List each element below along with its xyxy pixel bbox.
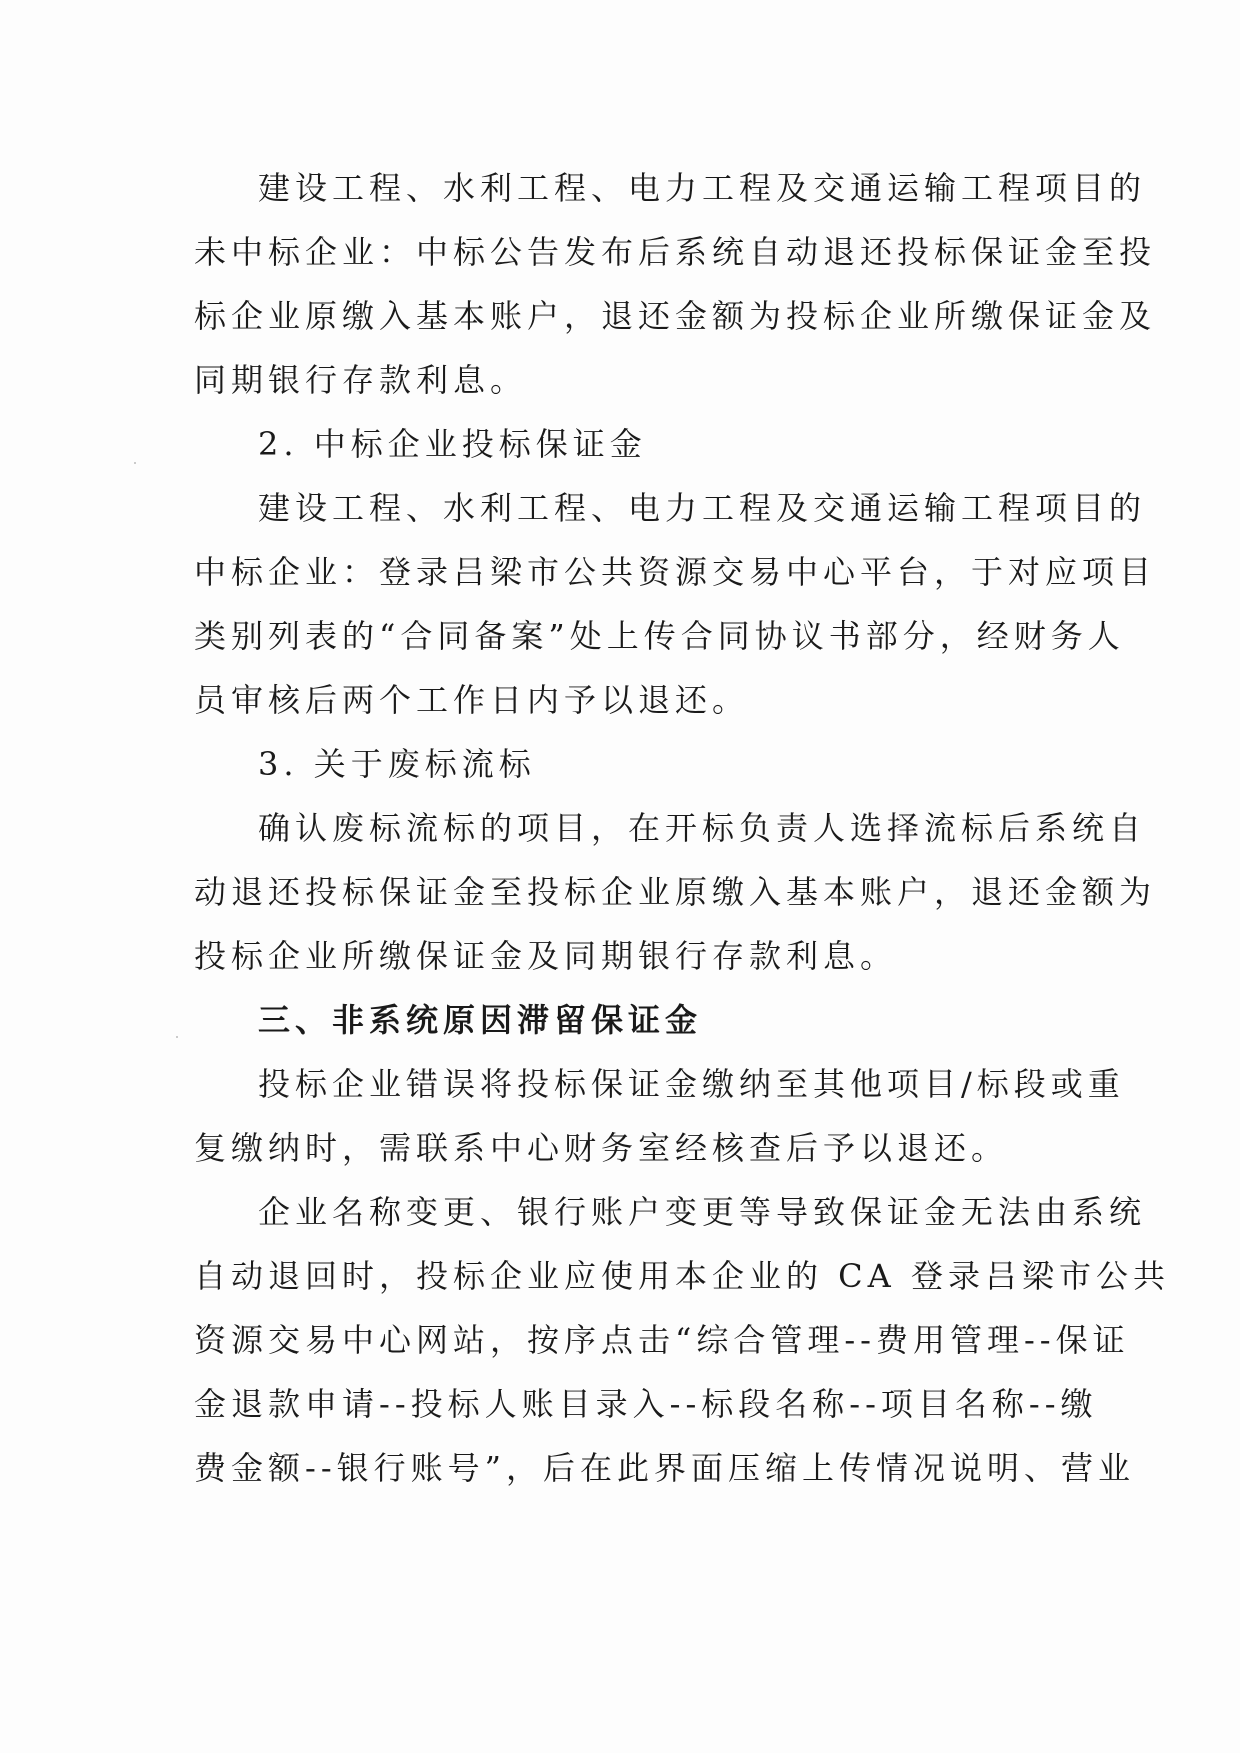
text-line: 动退还投标保证金至投标企业原缴入基本账户，退还金额为 [194, 873, 1157, 911]
scan-speck [134, 462, 136, 464]
text-line: 金退款申请--投标人账目录入--标段名称--项目名称--缴 [194, 1385, 1098, 1423]
document-body [194, 156, 1170, 1500]
section-heading: 三、非系统原因滞留保证金 [258, 1001, 703, 1039]
text-line: 费金额--银行账号”，后在此界面压缩上传情况说明、营业 [194, 1449, 1135, 1487]
subheading: 3. 关于废标流标 [258, 745, 536, 783]
text-line: 类别列表的“合同备案”处上传合同协议书部分，经财务人 [194, 617, 1125, 655]
scan-speck [176, 1036, 178, 1038]
text-line: 资源交易中心网站，按序点击“综合管理--费用管理--保证 [194, 1321, 1130, 1359]
text-line: 员审核后两个工作日内予以退还。 [194, 681, 750, 719]
text-line: 企业名称变更、银行账户变更等导致保证金无法由系统 [258, 1193, 1147, 1231]
text-line: 建设工程、水利工程、电力工程及交通运输工程项目的 [258, 169, 1147, 207]
text-line: 自动退回时，投标企业应使用本企业的 CA 登录吕梁市公共 [194, 1257, 1170, 1295]
text-line: 同期银行存款利息。 [194, 361, 528, 399]
subheading: 2. 中标企业投标保证金 [258, 425, 647, 463]
text-line: 建设工程、水利工程、电力工程及交通运输工程项目的 [258, 489, 1147, 527]
text-line: 复缴纳时，需联系中心财务室经核查后予以退还。 [194, 1129, 1009, 1167]
text-line: 确认废标流标的项目，在开标负责人选择流标后系统自 [258, 809, 1147, 847]
text-line: 中标企业：登录吕梁市公共资源交易中心平台，于对应项目 [194, 553, 1157, 591]
text-line: 标企业原缴入基本账户，退还金额为投标企业所缴保证金及 [194, 297, 1157, 335]
text-line: 投标企业所缴保证金及同期银行存款利息。 [194, 937, 898, 975]
text-line: 未中标企业：中标公告发布后系统自动退还投标保证金至投 [194, 233, 1157, 271]
text-line: 投标企业错误将投标保证金缴纳至其他项目/标段或重 [258, 1065, 1125, 1103]
